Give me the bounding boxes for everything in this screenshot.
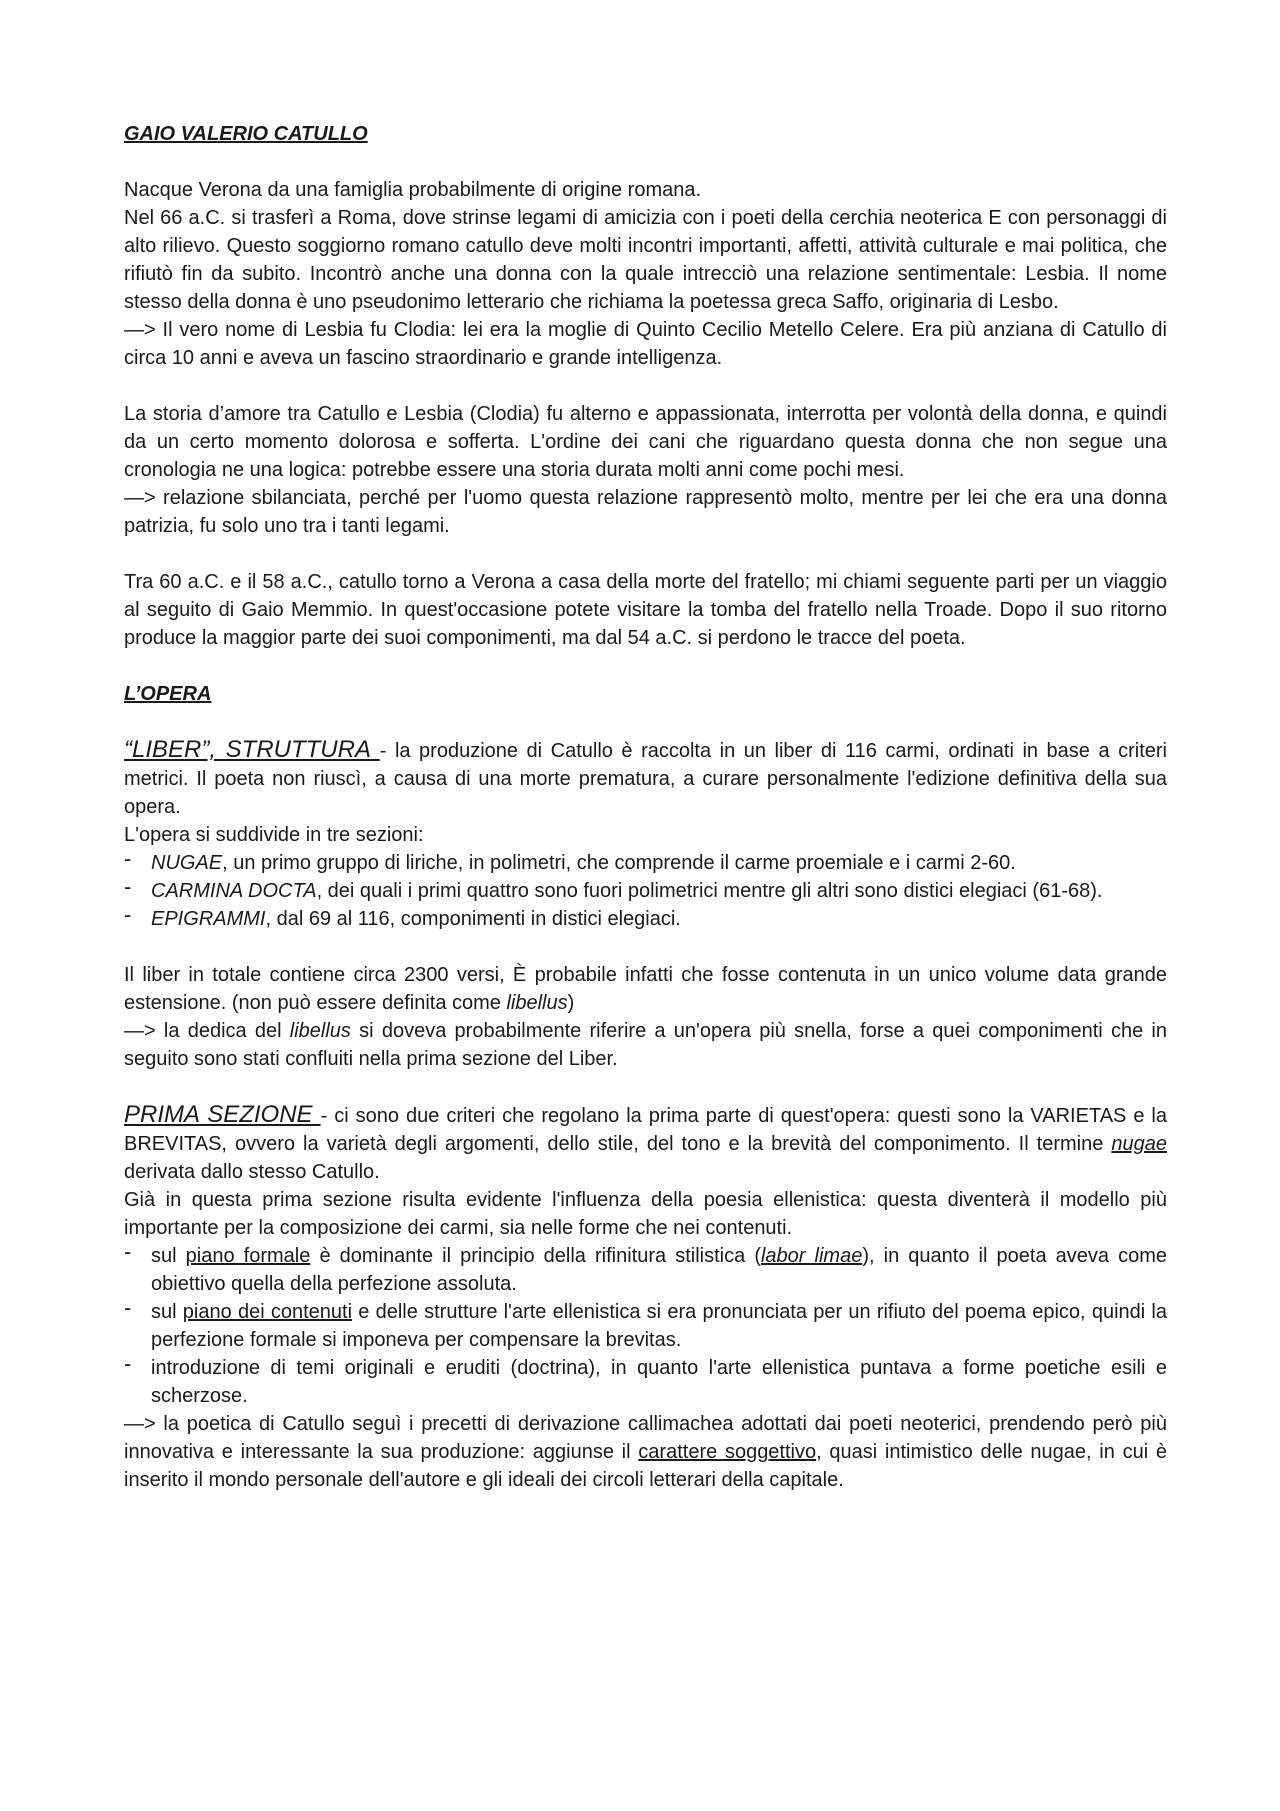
prima-sezione-paragraph (124, 1101, 1167, 1186)
labor-limae-term: labor limae (760, 1245, 863, 1267)
liber-total-close: ) (567, 992, 575, 1014)
bullet-text: sul (151, 1301, 183, 1323)
carattere-soggettivo-term: carattere soggettivo (638, 1441, 817, 1463)
sections-list (124, 849, 1167, 933)
dedica-text-start: —> la dedica del (124, 1020, 290, 1042)
list-item (124, 1242, 1167, 1298)
libellus-term: libellus (289, 1020, 351, 1042)
prima-sezione-label: PRIMA SEZIONE (124, 1101, 321, 1128)
sections-intro: L'opera si suddivide in tre sezioni: (124, 824, 424, 846)
bullet-text: sul (151, 1245, 186, 1267)
piano-contenuti-term: piano dei contenuti (182, 1301, 353, 1323)
bio-paragraph-2: Nel 66 a.C. si trasferì a Roma, dove strinse legami di amicizia con i poeti della cerchia neoterica E con personaggi di alto rilievo. Questo soggiorno romano catullo deve molti incontri importanti, affetti, attività culturale e mai politica, che rifiutò fin da subito. Incontrò anche una donna con la quale intrecciò una relazione sentimentale: Lesbia. Il nome stesso della donna è uno pseudonimo letterario che richiama la poetessa greca Saffo, originaria di Lesbo. (124, 207, 1167, 313)
liber-structure-label: “LIBER”, STRUTTURA (124, 736, 380, 763)
section-name: EPIGRAMMI (151, 908, 266, 930)
nugae-term: nugae (1111, 1133, 1167, 1155)
section-name: NUGAE (151, 852, 223, 874)
poetica-text-start: —> la poetica di Catullo seguì i precetti di derivazione callimachea adottati dai poeti neoterici, prendendo però più innovativa e interessante la sua produzione: aggiunse il (124, 1413, 1167, 1463)
bullet-text: e delle strutture l'arte ellenistica si era pronunciata per un rifiuto del poema epico, quindi la perfezione formale si imponeva per compensare la brevitas. (151, 1301, 1167, 1351)
relationship-note: —> relazione sbilanciata, perché per l'uomo questa relazione rappresentò molto, mentre per lei che era una donna patrizia, fu solo uno tra i tanti legami. (124, 487, 1167, 537)
love-story-paragraph: La storia d’amore tra Catullo e Lesbia (Clodia) fu alterno e appassionata, interrotta per volontà della donna, e quindi da un certo momento dolorosa e sofferta. L'ordine dei cani che riguardano questa donna che non segue una cronologia ne una logica: potrebbe essere una storia durata molti anni come pochi mesi. (124, 403, 1167, 481)
bullet-text: è dominante il principio della rifinitura stilistica ( (310, 1245, 761, 1267)
page-title: GAIO VALERIO CATULLO (124, 123, 368, 145)
bio-paragraph-1: Nacque Verona da una famiglia probabilmente di origine romana. (124, 179, 702, 201)
bio-paragraph-3: —> Il vero nome di Lesbia fu Clodia: lei era la moglie di Quinto Cecilio Metello Celere. Era più anziana di Catullo di circa 10 anni e aveva un fascino straordinario e grande intelligenza. (124, 319, 1167, 369)
section-text: , dei quali i primi quattro sono fuori polimetrici mentre gli altri sono distici elegiaci (61-68). (316, 880, 1103, 902)
section-text: , dal 69 al 116, componimenti in distici elegiaci. (265, 908, 681, 930)
liber-paragraph (124, 736, 1167, 821)
list-item (124, 849, 1167, 877)
influence-paragraph: Già in questa prima sezione risulta evidente l'influenza della poesia ellenistica: questa diventerà il modello più importante per la composizione dei carmi, sia nelle forme che nei contenuti. (124, 1189, 1167, 1239)
list-item (124, 1298, 1167, 1354)
document-page (124, 120, 1167, 1494)
dedica-text-end: si doveva probabilmente riferire a un'opera più snella, forse a quei componimenti che in seguito sono stati confluiti nella prima sezione del Liber. (124, 1020, 1167, 1070)
libellus-term: libellus (506, 992, 568, 1014)
liber-total-text: Il liber in totale contiene circa 2300 versi, È probabile infatti che fosse contenuta in un unico volume data grande estensione. (non può essere definita come (124, 964, 1167, 1014)
principles-list (124, 1242, 1167, 1410)
later-life-paragraph: Tra 60 a.C. e il 58 a.C., catullo torno a Verona a casa della morte del fratello; mi chiami seguente parti per un viaggio al seguito di Gaio Memmio. In quest'occasione potete visitare la tomba del fratello nella Troade. Dopo il suo ritorno produce la maggior parte dei suoi componimenti, ma dal 54 a.C. si perdono le tracce del poeta. (124, 571, 1167, 649)
list-item (124, 877, 1167, 905)
prima-text-start: - ci sono due criteri che regolano la prima parte di quest'opera: questi sono la VARIETAS e la BREVITAS, ovvero la varietà degli argomenti, dello stile, del tono e la brevità del componimento. Il termine (124, 1105, 1167, 1155)
bullet-text: ), in quanto il poeta aveva come obiettivo quella della perfezione assoluta. (151, 1245, 1168, 1295)
liber-total-paragraph (124, 961, 1167, 1017)
prima-text-end: derivata dallo stesso Catullo. (124, 1161, 380, 1183)
piano-formale-term: piano formale (185, 1245, 311, 1267)
section-name: CARMINA DOCTA (151, 880, 317, 902)
opera-heading: L’OPERA (124, 683, 212, 705)
dedica-paragraph (124, 1017, 1167, 1073)
poetica-paragraph (124, 1410, 1167, 1494)
poetica-text-end: , quasi intimistico delle nugae, in cui è inserito il mondo personale dell'autore e gli ideali dei circoli letterari della capitale. (124, 1441, 1168, 1491)
list-item: - introduzione di temi originali e eruditi (doctrina), in quanto l'arte ellenistica puntava a forme poetiche esili e scherzose. (124, 1354, 1167, 1410)
liber-text: - la produzione di Catullo è raccolta in un liber di 116 carmi, ordinati in base a criteri metrici. Il poeta non riuscì, a causa di una morte prematura, a curare personalmente l'edizione definitiva della sua opera. (124, 740, 1168, 818)
list-item (124, 905, 1167, 933)
section-text: , un primo gruppo di liriche, in polimetri, che comprende il carme proemiale e i carmi 2-60. (222, 852, 1016, 874)
